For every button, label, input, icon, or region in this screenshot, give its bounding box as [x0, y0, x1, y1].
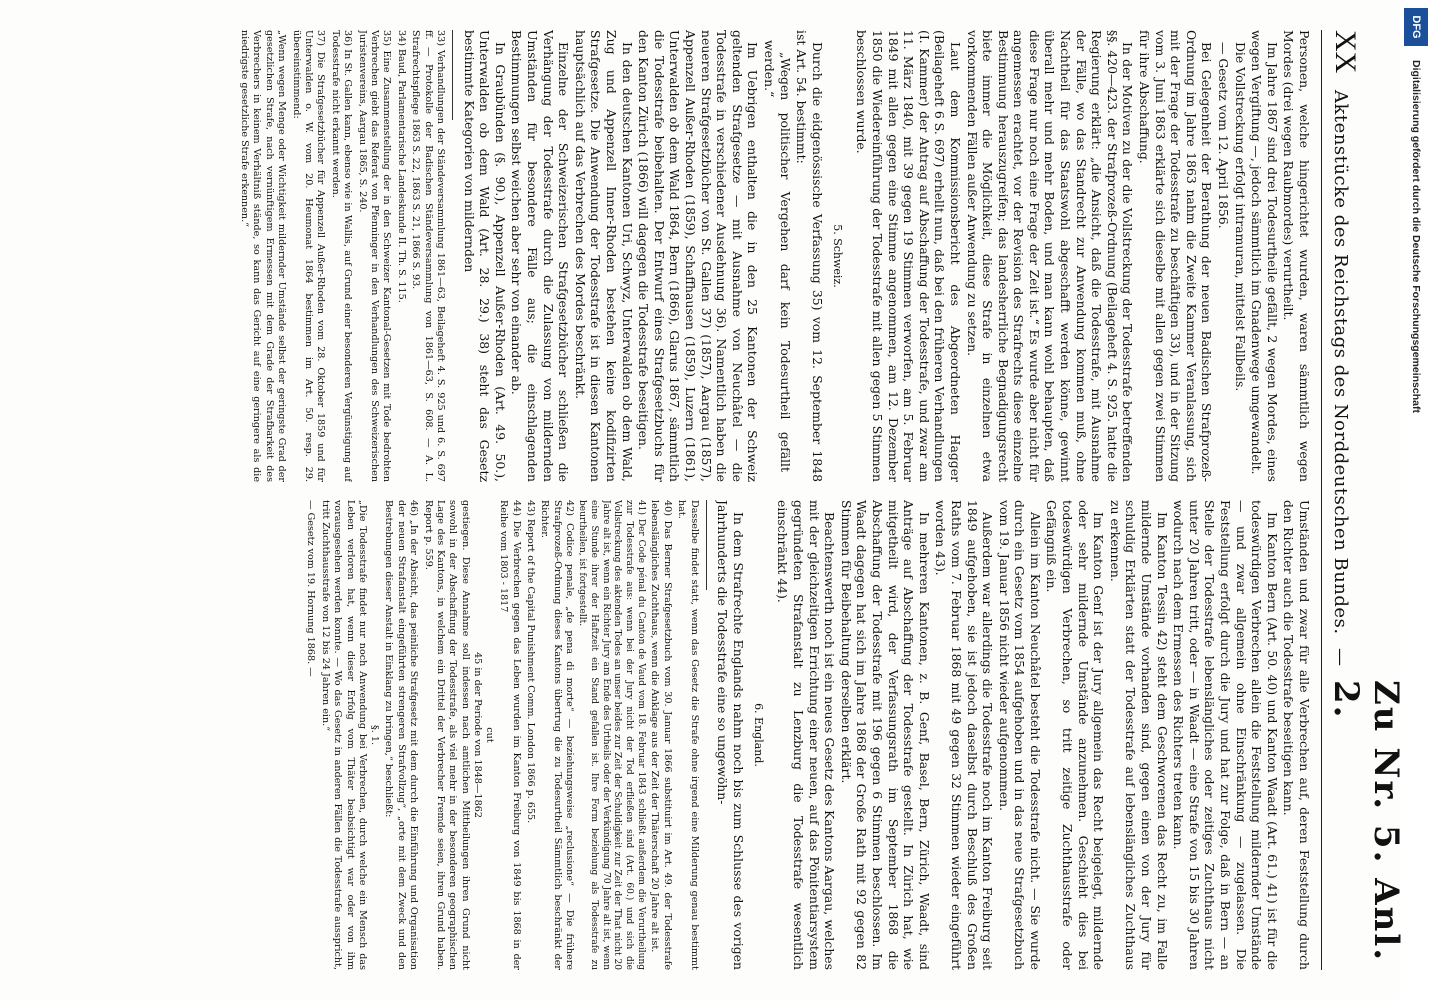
footnote: 37) Die Strafgesetzbücher für Appenzell Außer-Rhoden vom 28. Oktober 1859 und für Unterwalden o. W. vom 20. Heumonat 1864 bestimmen im Art. 50. resp. 29. übereinstimmend:	[290, 30, 327, 482]
section-heading-england: 6. England.	[751, 703, 765, 767]
left-column	[22, 30, 1312, 482]
paragraph: Außerdem war allerdings die Todesstrafe noch im Kanton Freiburg seit 1849 aufgehoben, sie ist jedoch daselbst durch Beschluß des Großen Raths vom 7. Februar 1868 mit 49 gegen 32 Stimmen wieder eingeführt worden 43).	[933, 500, 996, 970]
paragraph: Beachtenswerth noch ist ein neues Gesetz des Kantons Aargau, welches mit der gleichzeitigen Errichtung einer neuen, auf das Pönitentiarsystem gegründeten Strafanstalt zu Lenzburg die Todesstrafe wesentlich einschränkt 44).	[775, 500, 838, 970]
paragraph: In Graubünden (§. 90.), Appenzell Außer-Rhoden (Art. 49. 50.), Unterwalden ob dem Wald (Art. 28. 29.) 38) steht das Gesetz bestimmte Kategorien von mildernden	[461, 30, 508, 482]
paragraph: In den deutschen Kantonen Uri, Schwyz, Unterwalden ob dem Wald, Zug und Appenzell Inner-Rhoden bestehen keine kodifizirten Strafgesetze. Die Anwendung der Todesstrafe ist in diesen Kantonen hauptsächlich auf das Verbrechen des Mordes beschränkt.	[572, 30, 635, 482]
quote: „Wegen politischer Vergehen darf kein Todesurtheil gefällt werden.“	[762, 40, 793, 472]
footnote: 40) Das Berner Strafgesetzbuch vom 30. Januar 1866 substituirt im Art. 49. der Todesstrafe lebenslängliches Zuchthaus, wenn die Anklage aus der Zeit der Thäterschaft 20 Jahre alt ist.	[649, 500, 673, 970]
paragraph: — Gesetz vom 12. April 1856.	[1216, 42, 1232, 229]
paragraph: Im Jahre 1867 sind drei Todesurtheile gefällt, 2 wegen Mordes, eines wegen Vergiftung —, jedoch sämmtlich im Gnadenwege umgewandelt.	[1249, 30, 1280, 482]
footnote-quote: „Die Todesstrafe findet nur noch Anwendung bei Verbrechen, durch welche ein Mensch das Leben verloren hat, wenn dieser Erfolg vom Thäter beabsichtigt war oder von ihm vorausgesehen werden konnte. — Wo das Gesetz in anderen Fällen die Todesstrafe ausspricht, tritt Zuchthausstrafe von 12 bis 24 Jahren ein.“	[319, 500, 368, 970]
header-dash: —	[1330, 648, 1351, 666]
footnote-quote: „Wenn wegen Menge oder Wichtigkeit mildernder Umstände selbst der geringste Grad der gesetzlichen Strafe, nach vernünftigem Ermessen mit dem Grade der Strafbarkeit des Verbrechers in keinem Verhältniß stände, so kann das Gericht auf eine geringere als die niedrigste gesetzliche Strafe erkennen.“	[239, 30, 288, 482]
page-number: XX	[1329, 30, 1362, 74]
footnote-divider	[452, 30, 453, 120]
paragraph: Umständen und zwar für alle Verbrechen auf, deren Feststellung durch den Richter auch die Todesstrafe beseitigen kann.	[1281, 500, 1312, 970]
footnote: 34) Baud, Parlamentarische Landeskunde II. Th. S. 115.	[395, 30, 407, 303]
paragraph: Laut dem Kommissionsbericht des Abgeordneten Hagger (Beilageheft 6 S. 697) erhellt nun, daß bei den früheren Verhandlungen (I. Kammer) der Antrag auf Abschaffung der Todesstrafe, und zwar am 11. März 1840, mit 39 gegen 19 Stimmen verworfen, am 5. Februar 1849 mit allen gegen eine Stimme angenommen, am 12. Dezember 1850 die Wiedereinführung der Todesstrafe mit allen gegen 5 Stimmen beschlossen wurde.	[854, 30, 963, 482]
paragraph: Im Kanton Genf ist der Jury allgemein das Recht beigelegt, mildernde oder sehr mildernde Umstände anzunehmen. Geschieht dies bei todeswürdigen Verbrechen, so tritt zeitige Zuchthausstrafe oder Gefängniß ein.	[1044, 500, 1107, 970]
paragraph: In mehreren Kantonen, z. B. Genf, Basel, Bern, Zürich, Waadt, sind Anträge auf Abschaffung der Todesstrafe gestellt. In Zürich hat, wie mitgetheilt wird, der Verfassungsrath im September 1868 die Abschaffung der Todesstrafe mit 196 gegen 6 Stimmen beschlossen. Im Waadt dagegen hat sich im Jahre 1868 der Große Rath mit 92 gegen 82 Stimmen für Beibehaltung derselben erklärt.	[838, 500, 932, 970]
footnote: 36) In St. Gallen kann, ebenso wie in Wallis, auf Grund einer besonderen Vergünstigung auf Todesstrafe nicht erkannt werden.	[329, 30, 354, 482]
section-mark: §. 1.	[368, 724, 380, 746]
footnote: 43) Report of the Capital Punishment Comm. London 1866 p. 655.	[525, 500, 536, 824]
paragraph: Im Kanton Bern (Art. 50. 40) und Kanton Waadt (Art. 61.) 41) ist für die todeswürdigen Verbrechen allein die Feststellung mildernder Umstände — und zwar allgemein ohne Einschränkung — zugelassen. Die Feststellung erfolgt durch die Jury und hat zur Folge, daß in Bern — an Stelle der Todesstrafe lebenslängliches oder zeitiges Zuchthaus nicht unter 20 Jahren tritt, oder — in Waadt — eine Strafe von 15 bis 30 Jahren wodurch nach dem Ermessen des Richters treten kann.	[1171, 500, 1280, 970]
right-column	[22, 500, 1312, 970]
dfg-logo	[1404, 8, 1428, 46]
footnote-divider	[706, 500, 707, 590]
paragraph: In der Motiven zu der die Vollstreckung der Todesstrafe betreffenden §§. 420—423. der Strafprozeß-Ordnung (Beilageheft 4. S. 925. hatte die Regierung erklärt: „die Ansicht, daß die Todesstrafe, mit Ausnahme der Fälle, wo das Standrecht zur Anwendung kommen muß, ohne Nachtheil für das Staatswohl abgeschafft werden könne, gewinnt überall mehr und mehr Boden, und man kann wohl behaupten, daß diese Frage nur noch eine Frage der Zeit ist.“ Es wurde aber nicht für angemessen erachtet, vor der Revision des Strafrechts diese einzelne Bestimmung herauszugreifen; das landesherrliche Begnadigungsrecht biete immer die Möglichkeit, diese Strafe in einzelnen etwa vorkommenden Fällen außer Anwendung zu setzen.	[964, 30, 1136, 482]
paragraph: Einzelne der Schweizerischen Strafgesetzbücher schließen die Verhängung der Todesstrafe durch die Zulassung von mildernden Umständen für besondere Fälle aus; die einschlagenden Bestimmungen selbst weichen aber sehr von einander ab.	[509, 30, 572, 482]
footnote: Dasselbe findet statt, wenn das Gesetz die Strafe ohne irgend eine Milderung genau bestimmt hat.	[676, 500, 700, 970]
statistic-line: 45 in der Periode von 1848—1862	[471, 652, 483, 818]
law-citation: — Gesetz vom 19. Hornung 1868. —	[305, 500, 317, 677]
footnote: 46) „In der Absicht, das peinliche Strafgesetz mit dem durch die Einführung und Organisation der neuen Strafanstalt eingeführten strengeren Strafvollzug“, „orte mit dem Zweck und den Bestrebungen dieser Anstalt in Einklang zu bringen,“ beschließt:	[383, 500, 420, 970]
paragraph: In dem Strafrechte Englands nahm noch bis zum Schlusse des vorigen Jahrhunderts die Todesstrafe eine so ungewöhn-	[715, 500, 746, 970]
footnote: 42) Codice penale, „de pena di morte“ — beziehungsweise „reclusione“ — Die frühere Strafprozeß-Ordnung dieses Kantons übertrug die zu Todesurtheil Sämmtlich beschränkt der Richter.	[539, 500, 576, 970]
paragraph: Im Uebrigen enthalten die in den 25 Kantonen der Schweiz geltenden Strafgesetze — mit Ausnahme von Neuchâtel — die Todesstrafe in verschiedener Ausdehnung 36). Namentlich haben die neueren Strafgesetzbücher von St. Gallen 37) (1857), Aargau (1857), Appenzell Außer-Rhoden (1859), Schaffhausen (1859), Luzern (1861), Unterwalden ob dem Wald 1864, Bern (1866), Glarus 1867, sämmtlich die Todesstrafe beibehalten. Der Entwurf eines Strafgesetzbuchs für den Kanton Zürich (1866) will dagegen die Todesstrafe beseitigen.	[636, 30, 761, 482]
paragraph: Die Vollstreckung erfolgt intramuran, mittelst Fallbeils.	[1232, 42, 1248, 392]
footnote: 44) Die Verbrechen gegen das Leben wurden im Kanton Freiburg von 1849 bis 1868 in der Reihe vom 1803 - 1817	[498, 500, 522, 970]
page-header	[1321, 30, 1406, 970]
paragraph: Personen, welche hingerichtet wurden, waren sämmtlich wegen Mordes (drei wegen Raubmordes) verurtheilt.	[1281, 30, 1312, 482]
section-heading-schweiz: 5. Schweiz.	[830, 224, 844, 288]
paragraph: Allein im Kanton Neuchâtel besteht die Todesstrafe nicht. — Sie wurde durch ein Gesetz vom 1854 aufgehoben und in das neue Strafgesetzbuch vom 19. Januar 1856 nicht wieder aufgenommen.	[996, 500, 1043, 970]
header-document-reference: Zu Nr. 5. Anl. 2.	[1326, 680, 1406, 963]
dfg-notice-text: Digitalisierung gefördert durch die Deutsche Forschungsgemeinschaft	[1410, 60, 1422, 413]
paragraph: Bei Gelegenheit der Berathung der neuen Badischen Strafprozeß-Ordnung im Jahre 1863 nahm die Zweite Kammer Veranlassung, sich mit der Frage der Todesstrafe zu beschäftigen 33), und in der Sitzung vom 3. Juni 1863 erklärte sich dieselbe mit allen gegen zwei Stimmen für ihre Abschaffung.	[1137, 30, 1215, 482]
paragraph: Durch die eidgenössische Verfassung 35) vom 12. September 1848 ist Art. 54. bestimmt:	[794, 30, 825, 482]
paragraph: Im Kanton Tessin 42) steht dem Geschworenen das Recht zu, im Falle mildernde Umstände vorhanden sind, gegen einen von der Jury für schuldig Erklärten statt der Todesstrafe auf lebenslängliches Zuchthaus zu erkennen.	[1107, 500, 1170, 970]
footnote: 33) Verhandlungen der Ständeversammlung 1861—63, Beilageheft 4. S. 925 und 6. S. 697 ff. — Protokolle der Badischen Ständeversammlung von 1861—63, S. 608. — A. L. Strafrechtspflege 1863 S. 22, 1863 S. 21, 1866 S. 93.	[410, 30, 447, 482]
footnote: 35) Eine Zusammenstellung der in den Schweizer Kantonal-Gesetzen mit Tode bedrohten Verbrechen giebt das Referat von Pfenninger in den Verhandlungen des Schweizerischen Juristenvereins, Aargau 1865, S. 240.	[356, 30, 393, 482]
dfg-logo-text: DFG	[1410, 15, 1422, 39]
footnote: 41) Der Code pénal du Canton de Vaud vom 18. Februar 1843 schließt außerdem die Verurtheilung zur Todesstrafe aus: wenn bei der Jury nicht der Tod erfließen sind (Art. 60.) und sich die Vollstreckung des aktenden Todes an unser beides zur Zeit der Schuldigkeit zur Zeit der That nicht 20 Jahre alt ist, wenn ein Richter Jury am Ende des Urtheils oder der Verkündigung 70 Jahre alt ist, wenn eine Stunde ihrer der Haftzeit ein Stand gefallen ist. Ihre Form beziehung als Todesstrafe zu beurtheilen, ist fortgestellt.	[577, 500, 646, 970]
header-title: Aktenstücke des Reichstags des Norddeutschen Bundes.	[1330, 90, 1351, 635]
digitisation-notice	[1402, 0, 1432, 1000]
cut-label: cut	[483, 727, 495, 743]
footnote: gestiegen. Diese Annahme soll indessen nach amtlichen Mittheilungen ihren Grund nicht sowohl in der Abschaffung der Todesstrafe, als viel mehr in der besonderen geographischen Lage des Kantons, in welchem ein Drittel der Verbrecher Fremde seien, ihren Grund haben. Report p. 559.	[422, 500, 471, 970]
